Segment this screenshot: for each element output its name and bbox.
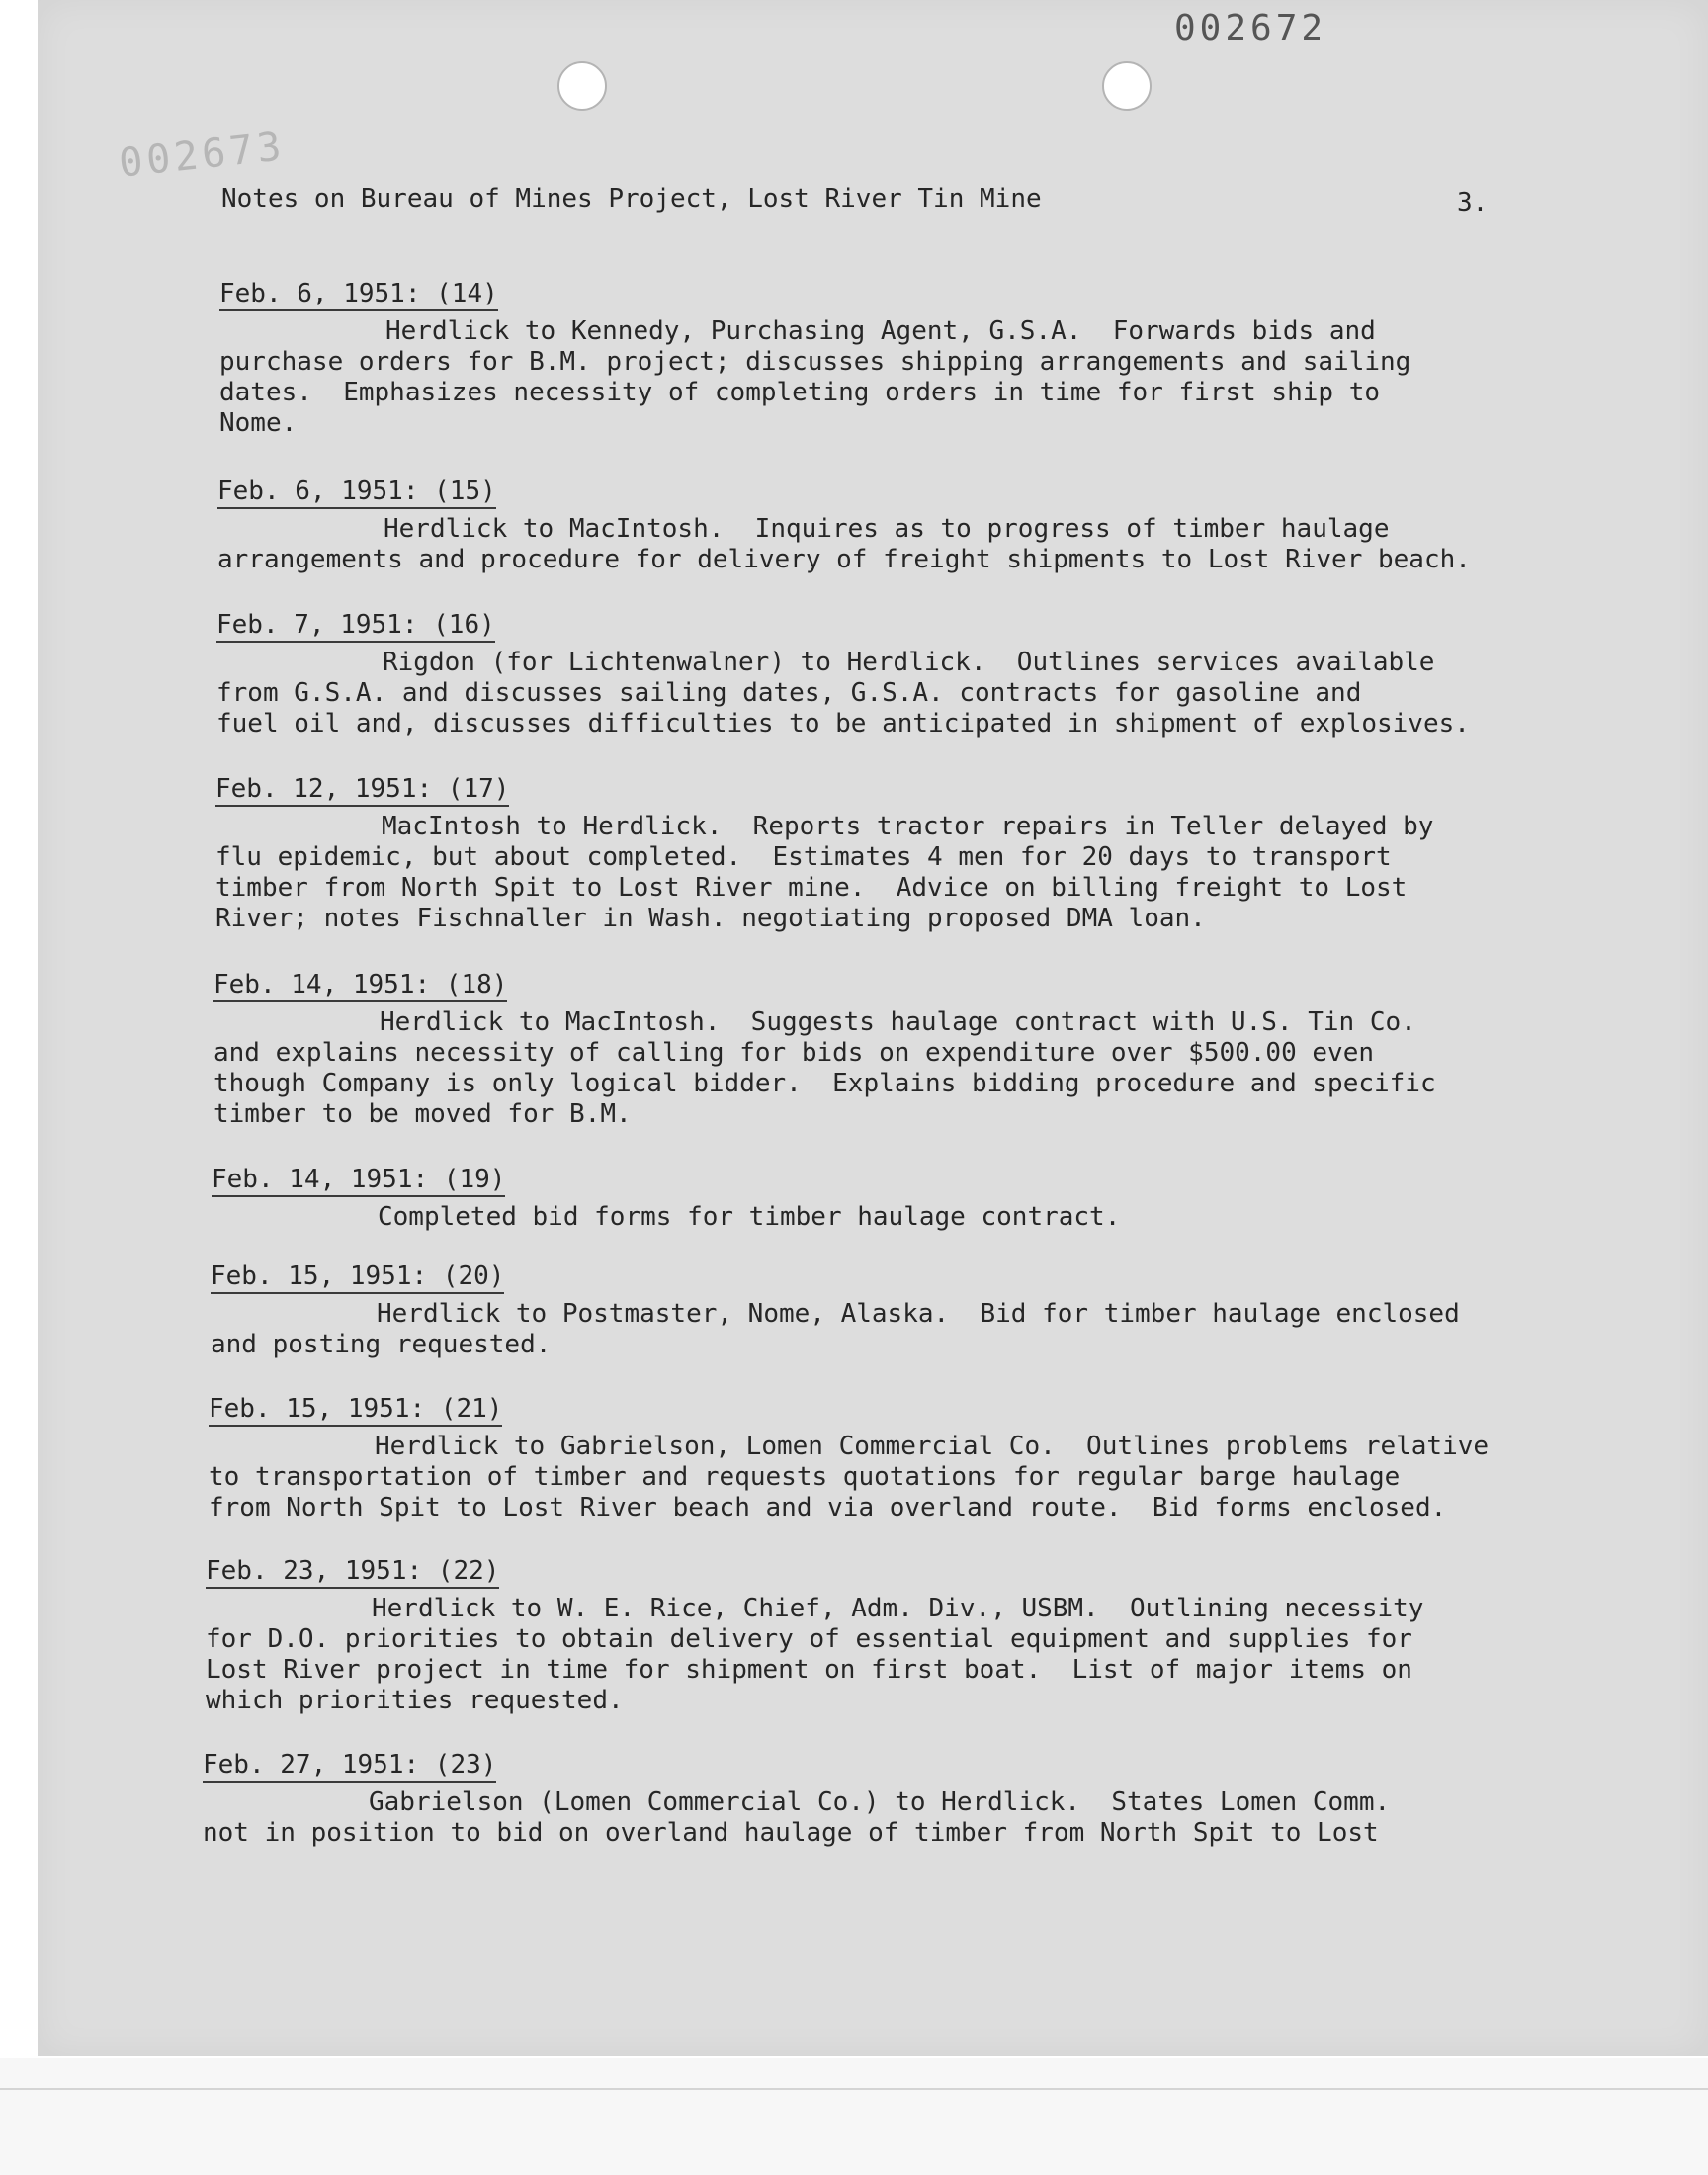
entry-line: purchase orders for B.M. project; discusses shipping arrangements and sailing — [219, 347, 1411, 377]
entry-body — [217, 514, 1471, 575]
entry-body — [203, 1787, 1390, 1849]
page-number: 3. — [1457, 188, 1489, 218]
entry-line: Herdlick to W. E. Rice, Chief, Adm. Div., USBM. Outlining necessity — [372, 1594, 1424, 1623]
entry-body — [216, 648, 1470, 740]
entry-line: from North Spit to Lost River beach and via overland route. Bid forms enclosed. — [209, 1493, 1447, 1522]
entry-line: from G.S.A. and discusses sailing dates, G.S.A. contracts for gasoline and — [216, 678, 1362, 708]
entry-date: Feb. 6, 1951: (14) — [219, 279, 498, 311]
entry-date: Feb. 12, 1951: (17) — [215, 774, 509, 807]
entry-line: Lost River project in time for shipment on first boat. List of major items on — [206, 1655, 1412, 1685]
entry-body — [211, 1299, 1460, 1360]
entry-line: arrangements and procedure for delivery of freight shipments to Lost River beach. — [217, 545, 1471, 574]
scanner-edge-line — [0, 2088, 1708, 2090]
entry-line: River; notes Fischnaller in Wash. negotiating proposed DMA loan. — [215, 904, 1206, 933]
entry-line: fuel oil and, discusses difficulties to be anticipated in shipment of explosives. — [216, 709, 1470, 739]
entry-date: Feb. 27, 1951: (23) — [203, 1750, 496, 1783]
entry-line: and posting requested. — [211, 1330, 552, 1359]
entry-line: Herdlick to Postmaster, Nome, Alaska. Bid for timber haulage enclosed — [377, 1299, 1460, 1329]
entry-line: Nome. — [219, 408, 298, 438]
entry-line: flu epidemic, but about completed. Estimates 4 men for 20 days to transport — [215, 842, 1392, 872]
entry-line: MacIntosh to Herdlick. Reports tractor repairs in Teller delayed by — [382, 812, 1434, 841]
entry-line: Completed bid forms for timber haulage contract. — [378, 1202, 1121, 1232]
entry-line: Gabrielson (Lomen Commercial Co.) to Herdlick. States Lomen Comm. — [369, 1787, 1391, 1817]
entry-line: though Company is only logical bidder. Explains bidding procedure and specific — [214, 1069, 1436, 1098]
entry-line: Rigdon (for Lichtenwalner) to Herdlick. Outlines services available — [383, 648, 1435, 677]
entry-line: Herdlick to Kennedy, Purchasing Agent, G.S.A. Forwards bids and — [385, 316, 1376, 346]
faint-stamp-number: 002673 — [117, 124, 288, 187]
entry-line: for D.O. priorities to obtain delivery of essential equipment and supplies for — [206, 1624, 1412, 1654]
entry-line: not in position to bid on overland haulage of timber from North Spit to Lost — [203, 1818, 1379, 1848]
entry-line: and explains necessity of calling for bids on expenditure over $500.00 even — [214, 1038, 1374, 1068]
entry-date: Feb. 23, 1951: (22) — [206, 1556, 499, 1589]
entry-date: Feb. 15, 1951: (20) — [211, 1262, 504, 1294]
entry-date: Feb. 14, 1951: (19) — [212, 1165, 505, 1197]
entry-line: timber to be moved for B.M. — [214, 1099, 632, 1129]
entry-line: timber from North Spit to Lost River mine. Advice on billing freight to Lost — [215, 873, 1408, 903]
entry-line: which priorities requested. — [206, 1686, 624, 1715]
entry-date: Feb. 6, 1951: (15) — [217, 477, 496, 509]
punch-hole-right — [1102, 61, 1152, 111]
entry-body — [206, 1594, 1423, 1716]
entry-body — [214, 1007, 1436, 1130]
entry-line: Herdlick to MacIntosh. Suggests haulage contract with U.S. Tin Co. — [380, 1007, 1416, 1037]
scanner-bottom-strip — [0, 2058, 1708, 2175]
document-stamp-number: 002672 — [1174, 8, 1327, 48]
entry-body — [215, 812, 1433, 934]
entry-date: Feb. 15, 1951: (21) — [209, 1394, 502, 1427]
entry-body — [212, 1202, 1120, 1233]
entry-body — [219, 316, 1410, 439]
entry-line: Herdlick to MacIntosh. Inquires as to progress of timber haulage — [384, 514, 1390, 544]
entry-line: Herdlick to Gabrielson, Lomen Commercial Co. Outlines problems relative — [375, 1432, 1490, 1461]
entry-line: dates. Emphasizes necessity of completing orders in time for first ship to — [219, 378, 1380, 407]
page-heading: Notes on Bureau of Mines Project, Lost River Tin Mine — [221, 184, 1042, 214]
entry-date: Feb. 14, 1951: (18) — [214, 970, 507, 1002]
entry-body — [209, 1432, 1489, 1523]
entry-line: to transportation of timber and requests quotations for regular barge haulage — [209, 1462, 1401, 1492]
punch-hole-left — [557, 61, 607, 111]
entry-date: Feb. 7, 1951: (16) — [216, 610, 495, 643]
